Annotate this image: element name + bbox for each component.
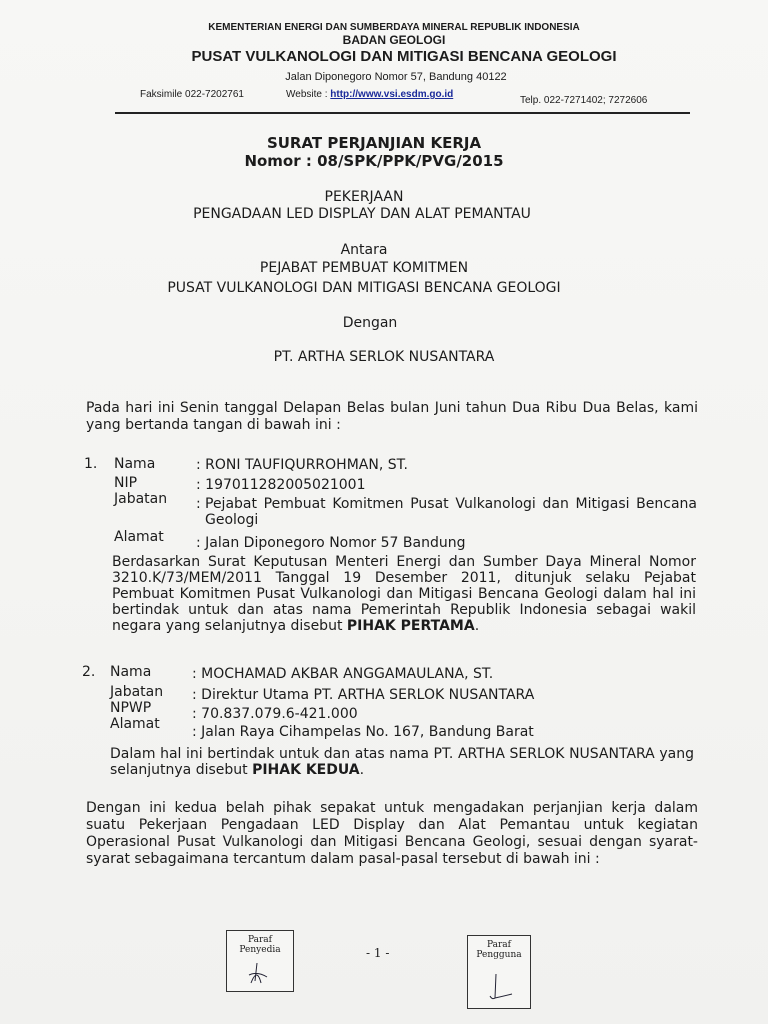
party1-number: 1. <box>84 456 98 472</box>
party2-npwp: : 70.837.079.6-421.000 <box>192 706 358 722</box>
document-number: Nomor : 08/SPK/PPK/PVG/2015 <box>244 152 504 170</box>
party2-position-label: Jabatan <box>110 684 164 700</box>
letterhead-address: Jalan Diponegoro Nomor 57, Bandung 40122 <box>285 71 507 83</box>
party1-nip-label: NIP <box>114 475 138 491</box>
party1-address-label: Alamat <box>114 529 164 545</box>
subject-with: Dengan <box>342 315 398 331</box>
website-link[interactable]: http://www.vsi.esdm.go.id <box>330 89 454 100</box>
subject-party1-role: PEJABAT PEMBUAT KOMITMEN <box>259 260 469 276</box>
party2-address: : Jalan Raya Cihampelas No. 167, Bandung Barat <box>192 724 534 740</box>
party1-desc-text: Berdasarkan Surat Keputusan Menteri Energi dan Sumber Daya Mineral Nomor 3210.K/73/MEM/2011 Tanggal 19 Desember 2011, ditunjuk selaku Pejabat Pembuat Komitmen Pusat Vulkanologi dan Mitigasi Bencana Geologi dalam hal ini bertindak untuk dan atas nama Pemerintah Republik Indonesia sebagai wakil negara yang selanjutnya disebut <box>112 554 696 634</box>
party1-name: : RONI TAUFIQURROHMAN, ST. <box>196 457 408 473</box>
party1-position-label: Jabatan <box>114 491 168 507</box>
party2-desc-bold: PIHAK KEDUA <box>252 762 360 778</box>
party1-name-label: Nama <box>114 456 156 472</box>
subject-work: PENGADAAN LED DISPLAY DAN ALAT PEMANTAU <box>193 206 531 222</box>
paraf-pengguna-title: Paraf <box>486 940 512 950</box>
paraf-penyedia-box <box>226 930 294 992</box>
subject-party2: PT. ARTHA SERLOK NUSANTARA <box>273 349 495 365</box>
paraf-penyedia-signature <box>227 931 293 991</box>
party2-name: : MOCHAMAD AKBAR ANGGAMAULANA, ST. <box>192 666 494 682</box>
paraf-pengguna-signature <box>468 936 530 1008</box>
paraf-pengguna-box <box>467 935 531 1009</box>
party1-position: Pejabat Pembuat Komitmen Pusat Vulkanologi dan Mitigasi Bencana Geologi <box>205 496 697 528</box>
party1-address: : Jalan Diponegoro Nomor 57 Bandung <box>196 535 466 551</box>
party2-name-label: Nama <box>110 664 152 680</box>
page-number: - 1 - <box>366 946 390 960</box>
subject-between: Antara <box>340 242 388 258</box>
letterhead-ministry: KEMENTERIAN ENERGI DAN SUMBERDAYA MINERAL REPUBLIK INDONESIA <box>208 22 580 33</box>
letterhead-phone: Telp. 022-7271402; 7272606 <box>520 95 648 106</box>
letterhead-fax: Faksimile 022-7202761 <box>140 89 244 100</box>
paraf-penyedia-title: Paraf <box>247 935 273 945</box>
document-title: SURAT PERJANJIAN KERJA <box>266 134 482 152</box>
party2-number: 2. <box>82 664 96 680</box>
paraf-penyedia-label: Penyedia <box>239 945 281 955</box>
website-label: Website : <box>286 89 331 100</box>
party1-desc-bold: PIHAK PERTAMA <box>346 618 475 634</box>
closing-paragraph: Dengan ini kedua belah pihak sepakat untuk mengadakan perjanjian kerja dalam suatu Pekerjaan Pengadaan LED Display dan Alat Pemantau untuk kegiatan Operasional Pusat Vulkanologi dan Mitigasi Bencana Geologi, sesuai dengan syarat-syarat sebagaimana tercantum dalam pasal-pasal tersebut di bawah ini : <box>86 800 698 867</box>
party1-desc-end: . <box>474 618 480 634</box>
letterhead-divider <box>115 112 690 114</box>
party2-npwp-label: NPWP <box>110 700 152 716</box>
letterhead-website <box>286 89 453 100</box>
party2-desc-end: . <box>359 762 365 778</box>
subject-party1-org: PUSAT VULKANOLOGI DAN MITIGASI BENCANA GEOLOGI <box>167 280 561 296</box>
party2-address-label: Alamat <box>110 716 160 732</box>
subject-label: PEKERJAAN <box>324 189 404 205</box>
party1-description <box>112 554 696 634</box>
paraf-pengguna-label: Pengguna <box>476 950 522 960</box>
intro-paragraph: Pada hari ini Senin tanggal Delapan Belas bulan Juni tahun Dua Ribu Dua Belas, kami yang bertanda tangan di bawah ini : <box>86 400 698 433</box>
letterhead-center: PUSAT VULKANOLOGI DAN MITIGASI BENCANA GEOLOGI <box>191 48 617 65</box>
party1-nip: : 197011282005021001 <box>196 477 366 493</box>
party2-desc-text: Dalam hal ini bertindak untuk dan atas nama PT. ARTHA SERLOK NUSANTARA yang selanjutnya disebut <box>110 746 694 778</box>
party1-position-colon: : <box>196 496 201 512</box>
party2-description <box>110 746 694 778</box>
party2-position: : Direktur Utama PT. ARTHA SERLOK NUSANTARA <box>192 687 535 703</box>
letterhead-agency: BADAN GEOLOGI <box>342 33 446 47</box>
